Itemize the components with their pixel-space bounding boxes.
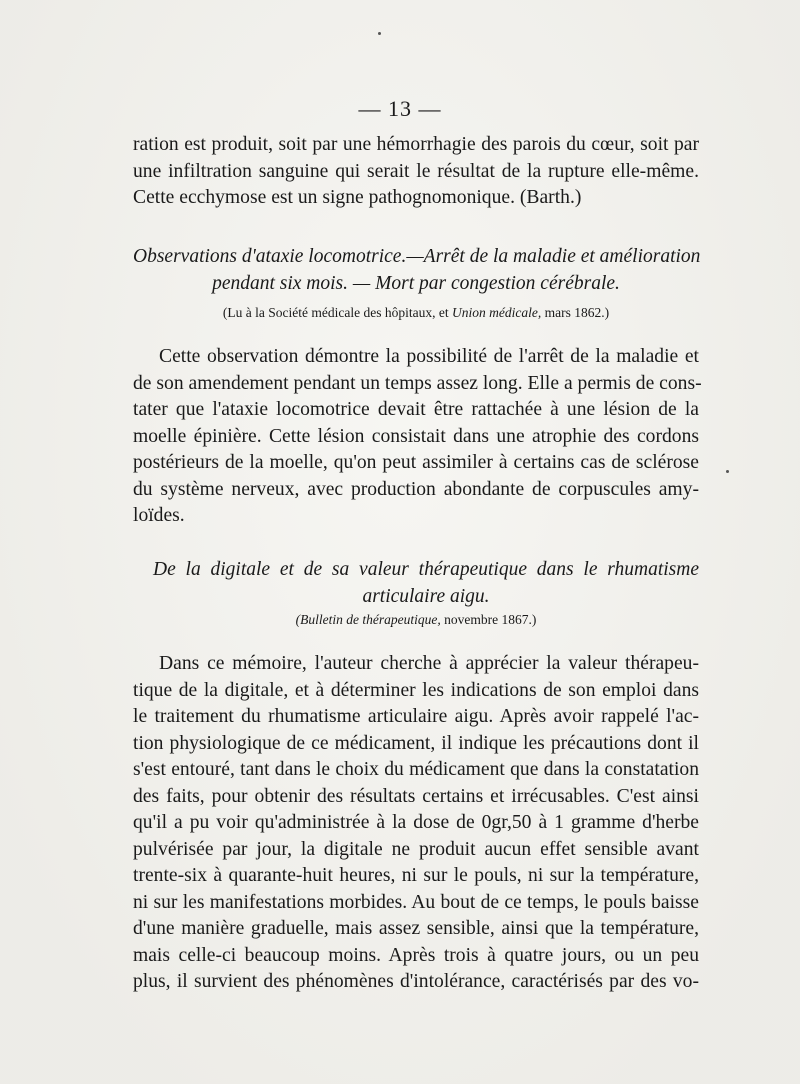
text-line: qu'il a pu voir qu'administrée à la dose de 0gr,50 à 1 gramme d'herbe [133,812,699,833]
page-number: — 13 — [358,96,442,121]
text-line: Dans ce mémoire, l'auteur cherche à apprécier la valeur thérapeu- [159,653,699,674]
text-line: une infiltration sanguine qui serait le résultat de la rupture elle-même. [133,160,699,182]
text-line: pulvérisée par jour, la digitale ne produit aucun effet sensible avant [133,838,699,860]
paragraph-1 [133,132,699,212]
source-citation-digitale [133,611,699,629]
text-line: le traitement du rhumatisme articulaire aigu. Après avoir rappelé l'ac- [133,706,699,727]
source-suffix: novembre 1867.) [440,612,537,627]
source-citation-ataxie [133,304,699,322]
heading-line: Observations d'ataxie locomotrice.—Arrêt de la maladie et amélioration [133,246,701,267]
heading-line: De la digitale et de sa valeur thérapeutique dans le rhumatisme [153,559,699,580]
text-line: tater que l'ataxie locomotrice devait être rattachée à une lésion de la [133,399,699,420]
text-line: plus, il survient des phénomènes d'intolérance, caractérisés par des vo- [133,971,699,992]
text-line: postérieurs de la moelle, qu'on peut assimiler à certains cas de sclérose [133,452,699,473]
text-line: tique de la digitale, et à déterminer les indications de son emploi dans [133,679,699,701]
text-line: des faits, pour obtenir des résultats certains et irrécusables. C'est ainsi [133,785,699,807]
text-line: loïdes. [133,505,185,526]
text-line: Cette ecchymose est un signe pathognomonique. (Barth.) [133,187,582,208]
text-line: mais celle-ci beaucoup moins. Après trois à quatre jours, ou un peu [133,944,699,966]
text-line: tion physiologique de ce médicament, il indique les précautions dont il [133,732,699,754]
source-suffix: mars 1862.) [541,305,610,320]
text-line: d'une manière graduelle, mais assez sensible, ainsi que la température, [133,918,699,939]
text-line: ni sur les manifestations morbides. Au bout de ce temps, le pouls baisse [133,891,699,913]
ink-speck [378,32,381,35]
ink-speck [726,470,729,473]
text-line: s'est entouré, tant dans le choix du médicament que dans la constatation [133,759,699,780]
source-journal: (Bulletin de thérapeutique, [295,612,441,627]
text-line: trente-six à quarante-huit heures, ni sur le pouls, ni sur la température, [133,865,699,886]
text-line: ration est produit, soit par une hémorrhagie des parois du cœur, soit par [133,134,699,155]
source-journal: Union médicale, [451,305,542,320]
paragraph-3 [133,651,699,996]
heading-line: articulaire aigu. [362,586,490,607]
text-line: du système nerveux, avec production abondante de corpuscules amy- [133,478,699,500]
source-prefix: (Lu à la Société médicale des hôpitaux, et [222,305,452,320]
text-line: de son amendement pendant un temps assez long. Elle a permis de cons- [133,372,702,394]
paragraph-2 [133,344,702,530]
heading-line: pendant six mois. — Mort par congestion cérébrale. [212,273,620,294]
text-line: moelle épinière. Cette lésion consistait dans une atrophie des cordons [133,425,699,447]
text-line: Cette observation démontre la possibilité de l'arrêt de la maladie et [159,346,699,367]
section-heading-digitale [153,556,699,610]
section-heading-ataxie [133,243,699,297]
